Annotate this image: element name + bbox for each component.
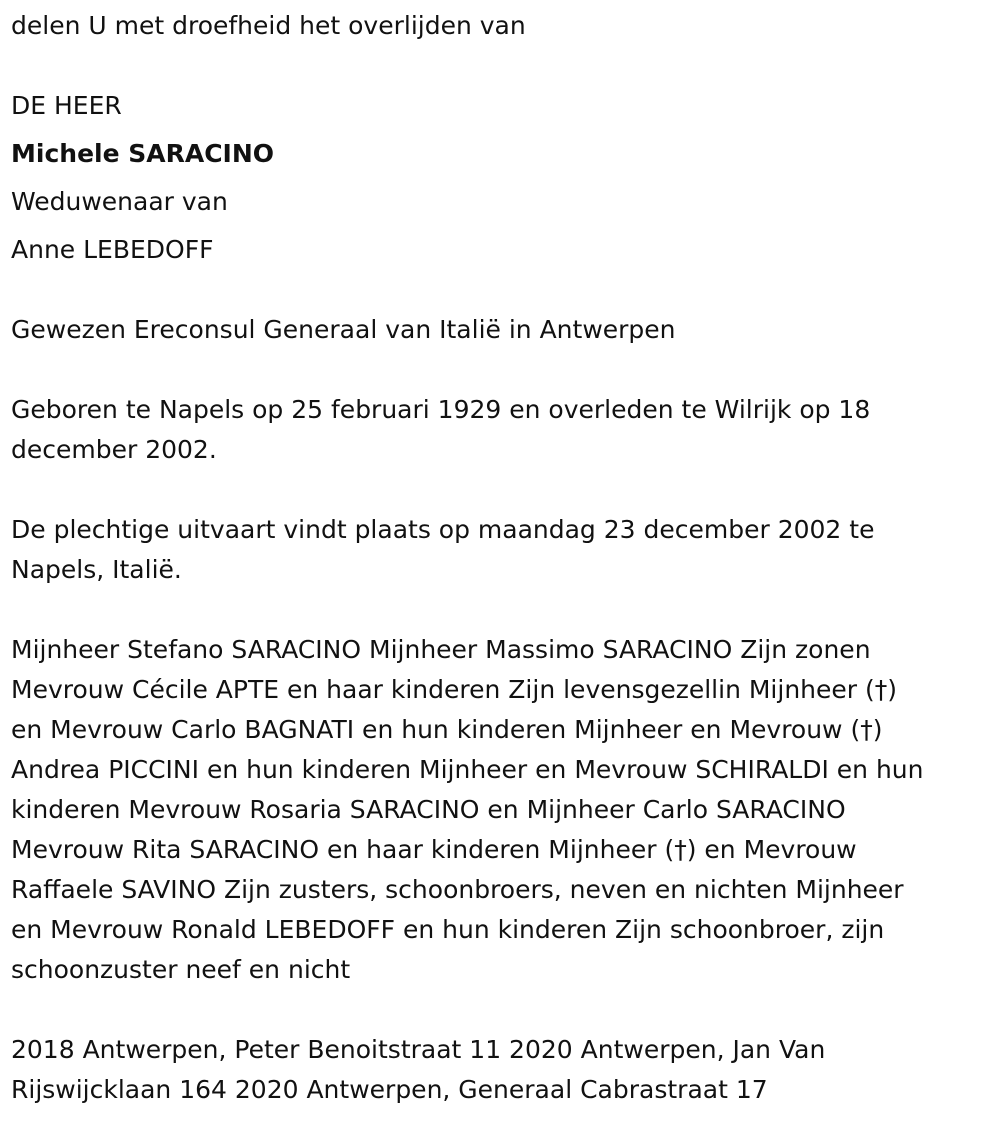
funeral-line: De plechtige uitvaart vindt plaats op maandag 23 december 2002 te [11,515,875,544]
birth-death-paragraph [11,390,990,470]
family-line: Mijnheer Stefano SARACINO Mijnheer Massimo SARACINO Zijn zonen [11,635,871,664]
family-line: Raffaele SAVINO Zijn zusters, schoonbroers, neven en nichten Mijnheer [11,875,904,904]
role-text: Gewezen Ereconsul Generaal van Italië in Antwerpen [11,315,676,344]
deceased-name [11,134,990,174]
spacer [11,350,990,390]
spacer [11,590,990,630]
family-line: Mevrouw Rita SARACINO en haar kinderen Mijnheer (†) en Mevrouw [11,835,857,864]
funeral-paragraph [11,510,990,590]
address-line: Rijswijcklaan 164 2020 Antwerpen, Generaal Cabrastraat 17 [11,1075,768,1104]
widower-label: Weduwenaar van [11,187,228,216]
addresses-paragraph [11,1030,990,1110]
family-line: Mevrouw Cécile APTE en haar kinderen Zijn levensgezellin Mijnheer (†) [11,675,898,704]
title-prefix: DE HEER [11,91,122,120]
deceased-name-text: Michele SARACINO [11,139,275,168]
funeral-line: Napels, Italië. [11,555,182,584]
family-line: en Mevrouw Ronald LEBEDOFF en hun kinderen Zijn schoonbroer, zijn [11,915,885,944]
spouse-name: Anne LEBEDOFF [11,235,214,264]
family-line: Andrea PICCINI en hun kinderen Mijnheer en Mevrouw SCHIRALDI en hun [11,755,924,784]
spacer [11,46,990,86]
family-paragraph [11,630,990,990]
family-line: kinderen Mevrouw Rosaria SARACINO en Mijnheer Carlo SARACINO [11,795,846,824]
spacer [11,270,990,310]
spacer [11,990,990,1030]
intro-text: delen U met droefheid het overlijden van [11,11,526,40]
birth-death-line: Geboren te Napels op 25 februari 1929 en overleden te Wilrijk op 18 [11,395,871,424]
family-line: en Mevrouw Carlo BAGNATI en hun kinderen Mijnheer en Mevrouw (†) [11,715,883,744]
family-line: schoonzuster neef en nicht [11,955,351,984]
spacer [11,470,990,510]
address-line: 2018 Antwerpen, Peter Benoitstraat 11 2020 Antwerpen, Jan Van [11,1035,826,1064]
birth-death-line: december 2002. [11,435,217,464]
